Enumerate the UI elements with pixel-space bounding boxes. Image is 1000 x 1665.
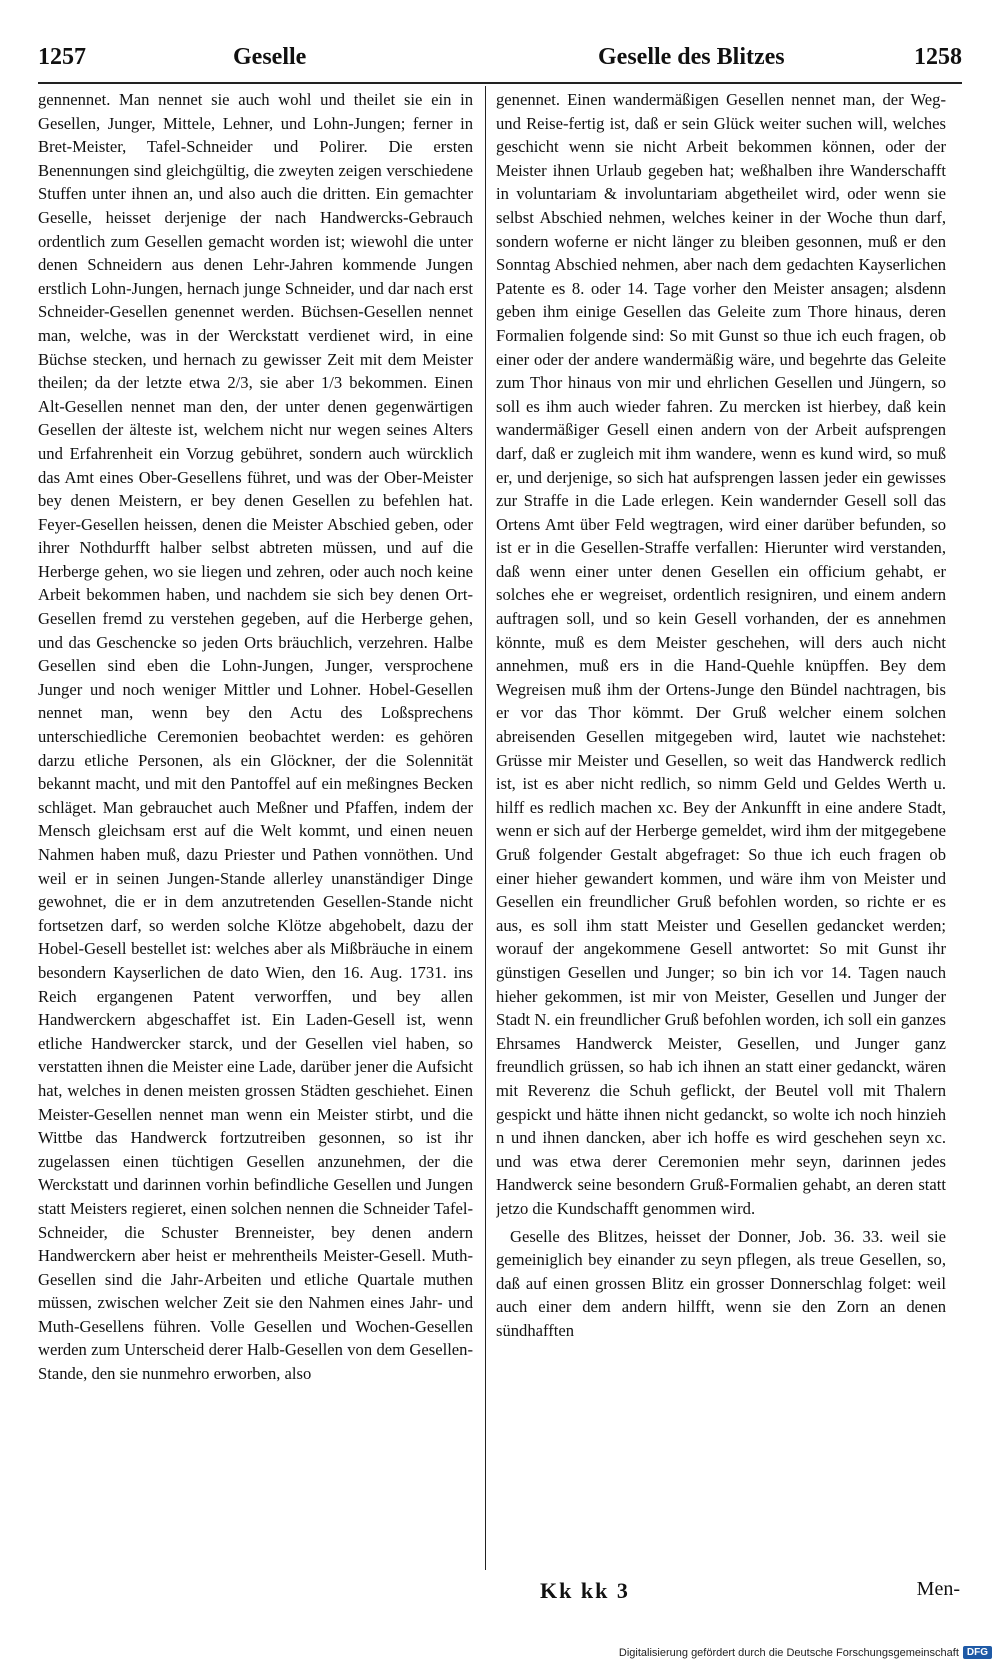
left-column-text: gennennet. Man nennet sie auch wohl und theilet sie ein in Gesellen, Junger, Mittele, Lehner, und Lohn-Jungen; ferner in Bret-Meister, Tafel-Schneider und Polirer. Die ersten Benennungen sind gleichgültig, die zweyten zeigen verschiedene Stuffen unter ihnen an, und also auch die dritten. Ein gemachter Geselle, heisset derjenige der nach Handwercks-Gebrauch ordentlich zum Gesellen gemacht worden ist; wiewohl die unter denen Schneidern aus denen Lehr-Jahren kommende Jungen erstlich Lohn-Jungen, hernach junge Schneider, und dar nach erst Schneider-Gesellen genennet werden. Büchsen-Gesellen nennet man, welche, was in der Werckstatt verdienet wird, in eine Büchse stecken, und hernach zu gewisser Zeit mit dem Meister theilen; da der letzte etwa 2/3, sie aber 1/3 bekommen. Einen Alt-Gesellen nennet man den, der unter denen gegenwärtigen Gesellen der älteste ist, welchem nicht nur wegen seines Alters und Erfahrenheit ein Vorzug gebühret, sondern auch würcklich das Amt eines Ober-Gesellens führet, und was der Ober-Meister bey denen Meistern, er bey denen Gesellen zu befehlen hat. Feyer-Gesellen heissen, denen die Meister Abschied geben, oder ihrer Nothdurfft halber selbst abtreten müssen, und auf die Herberge gehen, wo sie liegen und zehren, oder auch noch keine Arbeit bekommen haben, und nachdem sie sich bey denen Ort-Gesellen fremd zu verstehen gegeben, auf die Herberge gehen, und das Geschencke so jeden Orts bräuchlich, verzehren. Halbe Gesellen sind eben die Lohn-Jungen, Junger, versprochene Junger und noch weniger Mittler und Lohner. Hobel-Gesellen nennet man, wenn bey den Actu des Loßsprechens unterschiedliche Ceremonien beobachtet werden: es gehören darzu etliche Personen, als ein Glöckner, der die Solennität bekannt macht, und mit den Pantoffel auf ein meßingnes Becken schläget. Man gebrauchet auch Meßner und Pfaffen, indem der Mensch gleichsam erst auf die Welt kommt, und einen neuen Nahmen haben muß, dazu Priester und Pathen vonnöthen. Und weil er in seinen Jungen-Stande allerley unanständiger Dinge gewohnet, die er in dem anzutretenden Gesellen-Stande nicht fortsetzen darf, so werden solche Klötze abgehobelt, dazu der Hobel-Gesell bestellet ist: welches aber als Mißbräuche in einem besondern Kayserlichen de dato Wien, den 16. Aug. 1731. ins Reich ergangenen Patent verworffen, und bey allen Handwerckern abgeschaffet ist. Ein Laden-Gesell ist, wenn etliche Handwercker starck, und der Gesellen viel haben, so verstatten ihnen die Meister eine Lade, darüber jener die Aufsicht hat, welches in denen meisten grossen Städten geschiehet. Einen Meister-Gesellen nennet man wenn ein Meister stirbt, und die Wittbe das Handwerck fortzutreiben gesonnen, so ist ihr zugelassen einen tüchtigen Gesellen anzunehmen, der die Werckstatt und darinnen vorhin befindliche Gesellen und Jungen statt Meisters regieret, einen solchen nennen die Schneider Tafel-Schneider, die Schuster Brenneister, bey denen andern Handwerckern aber heist er mehrentheils Meister-Gesell. Muth-Gesellen sind die Jahr-Arbeiten und etliche Quartale muthen müssen, zwischen welcher Zeit sie den Nahmen eines Jahr- und Muth-Gesellens führen. Volle Gesellen und Wochen-Gesellen werden zum Unterscheid derer Halb-Gesellen von dem Gesellen-Stande, den sie nunmehro erworben, also <box>38 90 473 1384</box>
signature-mark: Kk kk 3 <box>540 1578 630 1603</box>
page-number-right: 1258 <box>914 44 962 70</box>
running-header <box>38 44 962 78</box>
left-column <box>38 88 473 1570</box>
digitization-credit <box>619 1646 992 1659</box>
dfg-logo: DFG <box>963 1646 992 1659</box>
page-number-left: 1257 <box>38 44 86 70</box>
running-title-left: Geselle <box>233 44 307 70</box>
catchword: Men- <box>916 1578 960 1600</box>
right-column <box>496 88 946 1570</box>
running-title-right: Geselle des Blitzes <box>598 44 785 70</box>
header-rule <box>38 82 962 84</box>
column-divider <box>485 86 486 1570</box>
right-column-paragraph-2: Geselle des Blitzes, heisset der Donner, Job. 36. 33. weil sie gemeiniglich bey einander zu seyn pflegen, als treue Gesellen, so, daß auf einen grossen Blitz ein grosser Donnerschlag folget: weil auch einer dem andern hilfft, wenn sie den Zorn an denen sündhafften <box>496 1226 946 1340</box>
credit-text: Digitalisierung gefördert durch die Deutsche Forschungsgemeinschaft <box>618 1646 959 1659</box>
right-column-paragraph-1: genennet. Einen wandermäßigen Gesellen nennet man, der Weg- und Reise-fertig ist, daß er sein Glück weiter suchen will, welches geschicht wenn sie nicht Arbeit bekommen können, oder der Meister ihnen Urlaub gegeben hat; weßhalben ihre Wanderschafft in voluntariam & involuntariam abgetheilet wird, oder wenn sie selbst Abschied nehmen, welches keiner in der Woche thun darf, sondern woferne er nicht länger zu bleiben gesonnen, muß er den Sonntag Abschied nehmen, aber nach dem gedachten Kayserlichen Patente es 8. oder 14. Tage vorher den Meister ansagen; alsdenn geben ihm einige Gesellen das Geleite zum Thore hinaus, deren Formalien folgende sind: So mit Gunst so thue ich euch fragen, ob einer oder der andere wandermäßig wäre, und begehrte das Geleite zum Thor hinaus von mir und ehrlichen Gesellen und Jüngern, so soll es ihm auch wieder fahren. Zu mercken ist hierbey, daß kein wandermäßiger Gesell einen andern von der Arbeit aufsprengen darf, daß er zugleich mit ihm wandere, wenn es kund wird, so muß er, und derjenige, so sich hat aufsprengen lassen jeder ein gewisses zur Straffe in die Lade erlegen. Kein wandernder Gesell soll das Ortens Amt über Feld wegtragen, wird einer darüber befunden, so ist er in die Gesellen-Straffe verfallen: Hierunter wird verstanden, daß wenn einer unter denen Gesellen ein officium gehabt, er solches ehe er wegreiset, ordentlich resigniren, und einem andern auftragen soll, und so kein Gesell vorhanden, der es annehmen könnte, muß es dem Meister geschehen, will ders auch nicht annehmen, muß ers in die Hand-Quehle knüpffen. Bey dem Wegreisen muß ihm der Ortens-Junge den Bündel nachtragen, bis er vor das Thor kömmt. Der Gruß welcher einem solchen abreisenden Gesellen mitgegeben wird, lautet wie nachstehet: Grüsse mir Meister und Gesellen, so weit das Handwerck redlich ist, ist es aber nicht redlich, so nimm Geld und Geldes Werth u. hilff es redlich machen xc. Bey der Ankunfft in eine andere Stadt, wenn er sich auf der Herberge gemeldet, wird ihm der mitgegebene Gruß folgender Gestalt abgefraget: So thue ich euch fragen ob einer hieher gewandert kommen, und wäre ihm von Meister und Gesellen ein freundlicher Gruß befohlen worden, so richte er es aus, es soll ihm statt Meister und Gesellen gedancket werden; worauf der angekommene Gesell antwortet: So mit Gunst ihr günstigen Gesellen und Junger; so bin ich vor 14. Tagen nauch hieher gekommen, ist mir von Meister, Gesellen und Junger der Stadt N. ein freundlicher Gruß befohlen worden, ich soll ein ganzes Ehrsames Handwerck Meister, Gesellen, und Junger ganz freundlich grüssen, so hab ich ihnen an statt einer gedanckt, wären mit Reverenz die Schuh geflickt, der Beutel voll mit Thalern gespickt und hätte ihnen nicht gedanckt, so wolte ich noch hinzieh n und ihnen dancken, aber ich hoffe es wird geschehen seyn xc. und was etwa derer Ceremonien mehr seyn, darinnen jedes Handwerck seine besondern Gruß-Formalien gehabt, an deren statt jetzo die Kundschafft genommen wird. <box>496 90 946 1218</box>
